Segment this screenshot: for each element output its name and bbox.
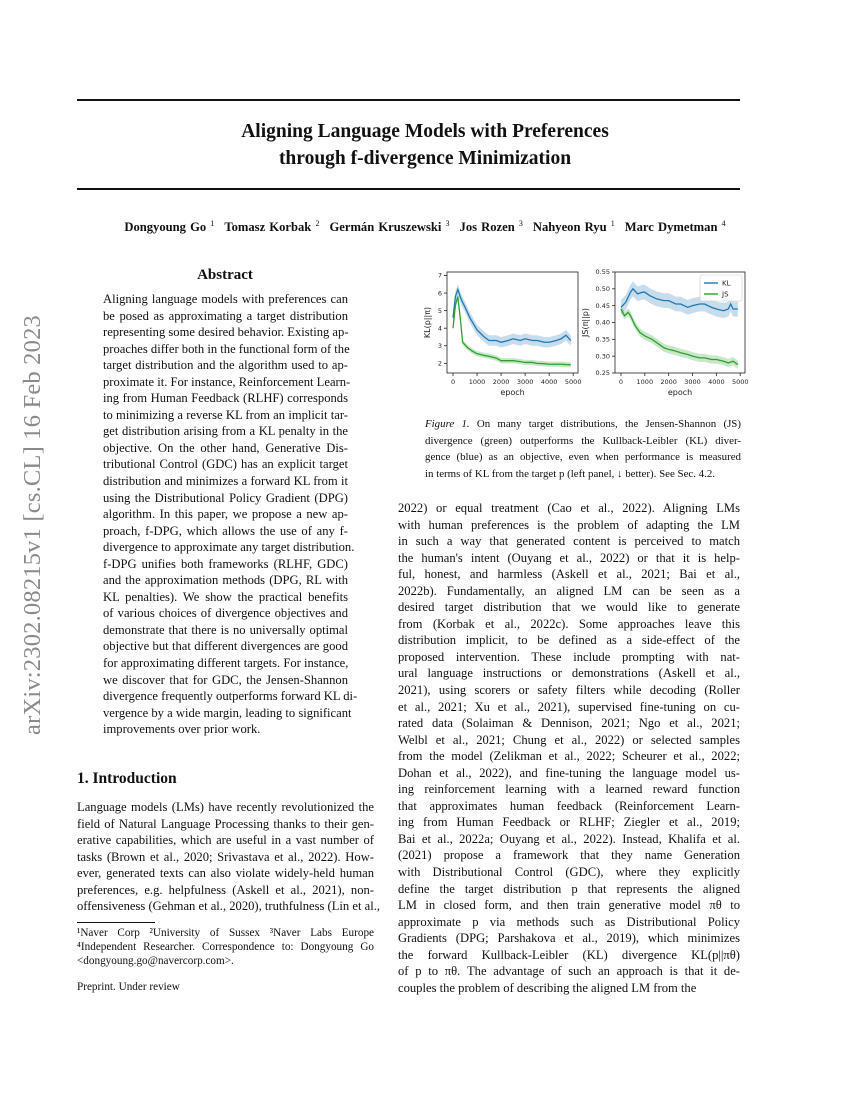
author-name: Germán Kruszewski — [329, 220, 442, 235]
author-affiliation: 2 — [315, 219, 320, 228]
body-line: from the model (Zelikman et al., 2022; Scheurer et al., 2022; — [398, 749, 740, 764]
caption-line: gence (blue) as an objective, even when performance is measured — [425, 451, 741, 464]
y-tick-label: 0.40 — [595, 318, 610, 327]
y-tick-label: 0.50 — [595, 285, 610, 294]
introduction-text — [77, 799, 380, 915]
body-line: ural language instructions or demonstrations (Askell et al., — [398, 666, 740, 681]
figure-1-charts — [0, 0, 850, 410]
author-affiliation: 1 — [210, 219, 215, 228]
caption-line: divergence (green) outperforms the Kullback-Leibler (KL) diver- — [425, 434, 741, 447]
author-name: Jos Rozen — [459, 220, 515, 235]
abstract-line: Aligning language models with preferences can — [103, 292, 348, 306]
abstract-line: using the Distributional Policy Gradient (DPG) — [103, 490, 348, 505]
y-tick-label: 4 — [437, 324, 442, 333]
body-line: in such a way that generated content is perceived to match — [398, 534, 740, 549]
abstract-line: get distribution arising from a KL penalty in the — [103, 424, 348, 439]
abstract-line: vergence by a wide margin, leading to significant — [103, 705, 352, 720]
x-tick-label: 5000 — [731, 378, 749, 386]
x-axis-label: epoch — [500, 388, 525, 397]
y-tick-label: 7 — [437, 271, 442, 280]
arxiv-stamp: arXiv:2302.08215v1 [cs.CL] 16 Feb 2023 — [19, 315, 46, 735]
abstract-line: be posed as approximating a target distribution — [103, 308, 348, 323]
x-tick-label: 1000 — [468, 378, 486, 386]
footnote-line: <dongyoung.go@navercorp.com>. — [77, 955, 234, 968]
introduction-line: field of Natural Language Processing thanks to their gen- — [77, 816, 374, 831]
figure-label: Figure 1. — [425, 418, 470, 430]
x-tick-label: 3000 — [516, 378, 534, 386]
y-tick-label: 5 — [437, 306, 442, 315]
body-line: of p to πθ. The advantage of such an approach is that it de- — [398, 964, 740, 979]
figure-caption — [425, 416, 741, 482]
body-line: 2021), using scorers or safety filters while decoding (Roller — [398, 683, 740, 698]
author-name: Dongyoung Go — [124, 220, 207, 235]
y-tick-label: 0.45 — [595, 301, 610, 310]
abstract-line: demonstrate that there is no universally optimal — [103, 622, 348, 637]
body-line: Bai et al., 2022a; Ouyang et al., 2022). Instead, Khalifa et al. — [398, 831, 740, 846]
caption-line: in terms of KL from the target p (left panel, ↓ better). See Sec. 4.2. — [425, 467, 716, 480]
abstract-line: representing some desired behavior. Existing ap- — [103, 325, 349, 340]
body-line: distribution implicit, to be defined as a side-effect of the — [398, 633, 740, 648]
body-line: 2022b). Fundamentally, an aligned LM can be seen as a — [398, 583, 740, 598]
introduction-line: tasks (Brown et al., 2020; Srivastava et al., 2022). How- — [77, 849, 374, 864]
y-tick-label: 0.30 — [595, 352, 610, 361]
abstract-line: ing from Human Feedback (RLHF) corresponds — [103, 391, 348, 406]
footnote-line: ⁴Independent Researcher. Correspondence to: Dongyoung Go — [77, 941, 374, 954]
abstract-line: KL penalties). We show the practical benefits — [103, 589, 348, 604]
abstract-line: to minimizing a reverse KL from an implicit tar- — [103, 407, 348, 422]
body-line: Dohan et al., 2022), and fine-tuning the language model us- — [398, 765, 740, 780]
y-tick-label: 0.55 — [595, 268, 610, 277]
abstract-heading: Abstract — [197, 267, 253, 283]
abstract-line: divergence frequently outperforms forward KL di- — [103, 689, 358, 704]
introduction-line: Language models (LMs) have recently revolutionized the — [77, 800, 374, 814]
abstract-line: for approximating different targets. For instance, — [103, 656, 349, 671]
abstract-line: objective. On the other hand, Generative Dis- — [103, 440, 348, 455]
x-tick-label: 2000 — [660, 378, 677, 386]
introduction-heading: 1. Introduction — [77, 770, 177, 787]
series-line-js — [453, 297, 571, 365]
introduction-line: offensiveness (Gehman et al., 2020), truthfulness (Lin et al., — [77, 899, 380, 914]
abstract-line: distribution and minimizes a forward KL from it — [103, 474, 348, 489]
body-line: define the target distribution p that represents the aligned — [398, 881, 740, 896]
footnotes — [77, 926, 374, 969]
x-tick-label: 3000 — [684, 378, 701, 386]
x-tick-label: 5000 — [564, 378, 582, 386]
series-band-js — [453, 294, 571, 367]
abstract-line: we discover that for GDC, the Jensen-Shannon — [103, 672, 348, 687]
x-axis-label: epoch — [667, 388, 693, 397]
author-name: Marc Dymetman — [624, 220, 718, 235]
y-tick-label: 0.25 — [595, 369, 610, 378]
y-tick-label: 6 — [437, 289, 442, 298]
x-tick-label: 4000 — [540, 378, 558, 386]
plot-frame — [447, 272, 578, 373]
body-line: (2021) propose a framework that they name Generation — [398, 848, 740, 863]
author-affiliation: 4 — [721, 219, 726, 228]
author-affiliation: 1 — [610, 219, 615, 228]
abstract-line: target distribution and the algorithm used to ap- — [103, 358, 348, 373]
y-axis-label: KL(p||π) — [423, 306, 432, 339]
body-line: the forward Kullback-Leibler (KL) divergence KL(p||πθ) — [398, 947, 740, 962]
body-line: couples the problem of describing the aligned LM from the — [398, 980, 697, 995]
x-tick-label: 0 — [618, 378, 624, 386]
x-tick-label: 1000 — [636, 378, 654, 386]
series-band-kl — [453, 284, 571, 347]
body-line: 2022) or equal treatment (Cao et al., 2022). Aligning LMs — [398, 501, 740, 515]
body-line: from (Korbak et al., 2022c). Some approaches leave this — [398, 616, 740, 631]
x-tick-label: 4000 — [708, 378, 725, 386]
preprint-note: Preprint. Under review — [77, 981, 180, 993]
abstract-line: of various choices of divergence objectives and — [103, 606, 348, 621]
body-line: desired target distribution that we would like to generate — [398, 600, 740, 615]
paper-title-line1: Aligning Language Models with Preferences — [241, 121, 609, 142]
body-line: with human preferences is the problem of adapting the LM — [398, 517, 740, 532]
abstract-line: divergence to approximate any target distribution. — [103, 540, 355, 555]
author-name: Nahyeon Ryu — [532, 220, 607, 235]
y-axis-label: JS(π||p) — [581, 308, 590, 337]
body-line: LM in closed form, and then train generative model πθ to — [398, 898, 740, 913]
abstract-line: and the approximation methods (DPG, RL with — [103, 573, 348, 588]
right-column-text — [398, 500, 740, 996]
abstract-line: proach, f-DPG, which allows the use of any f- — [103, 523, 348, 538]
legend-box — [700, 275, 742, 301]
abstract-line: algorithm. In this paper, we propose a new ap- — [103, 507, 348, 522]
abstract-line: objective but that different divergences are good — [103, 639, 348, 654]
x-tick-label: 0 — [450, 378, 456, 386]
legend-label: JS — [722, 290, 729, 299]
footnote-line: ¹Naver Corp ²University of Sussex ³Naver Labs Europe — [77, 927, 374, 939]
body-line: rated data (Solaiman & Dennison, 2021; Ngo et al., 2021; — [398, 716, 740, 731]
introduction-line: erative capabilities, which are useful in a vast number of — [77, 833, 374, 848]
body-line: Gradients (DPG; Parshakova et al., 2019), which minimizes — [398, 931, 740, 946]
author-affiliation: 3 — [445, 219, 450, 228]
legend-label: KL — [722, 279, 731, 288]
y-tick-label: 0.35 — [595, 335, 610, 344]
body-line: with Distributional Control (GDC), where they explicitly — [398, 865, 740, 880]
body-line: proposed intervention. These include prompting with nat- — [398, 649, 740, 664]
abstract-line: tributional Control (GDC) has an explicit target — [103, 457, 348, 472]
x-tick-label: 2000 — [492, 378, 510, 386]
footnote-rule — [77, 922, 155, 923]
y-tick-label: 2 — [437, 359, 442, 368]
body-line: that approximates human feedback (Reinforcement Learn- — [398, 798, 740, 813]
abstract-line: proximate it. For instance, Reinforcement Learn- — [103, 374, 351, 389]
body-line: ing from Human Feedback or RLHF; Ziegler et al., 2019; — [398, 815, 740, 830]
body-line: approximate p via methods such as Distributional Policy — [398, 914, 740, 929]
caption-line — [425, 416, 741, 433]
body-line: ful, honest, and harmless (Askell et al., 2021; Bai et al., — [398, 567, 740, 582]
body-line: Welbl et al., 2021; Chung et al., 2022) or selected samples — [398, 732, 740, 747]
author-affiliation: 3 — [518, 219, 523, 228]
abstract-line: proaches differ both in the functional form of the — [103, 341, 350, 356]
introduction-line: preferences, e.g. helpfulness (Askell et al., 2021), non- — [77, 882, 374, 897]
introduction-line: ever, generated texts can also violate widely-held human — [77, 866, 374, 881]
abstract-line: f-DPG unifies both frameworks (RLHF, GDC) — [103, 556, 348, 571]
body-line: ing reinforcement learning with a learned reward function — [398, 782, 740, 797]
abstract-line: improvements over prior work. — [103, 722, 261, 737]
caption-text: On many target distributions, the Jensen-Shannon (JS) — [469, 418, 741, 430]
author-name: Tomasz Korbak — [224, 220, 312, 235]
body-line: et al., 2021; Xu et al., 2021), supervised fine-tuning on cu- — [398, 699, 740, 714]
body-line: the human's intent (Ouyang et al., 2022) or that it is help- — [398, 550, 740, 565]
paper-title-line2: through f-divergence Minimization — [278, 148, 572, 169]
y-tick-label: 3 — [437, 341, 442, 350]
